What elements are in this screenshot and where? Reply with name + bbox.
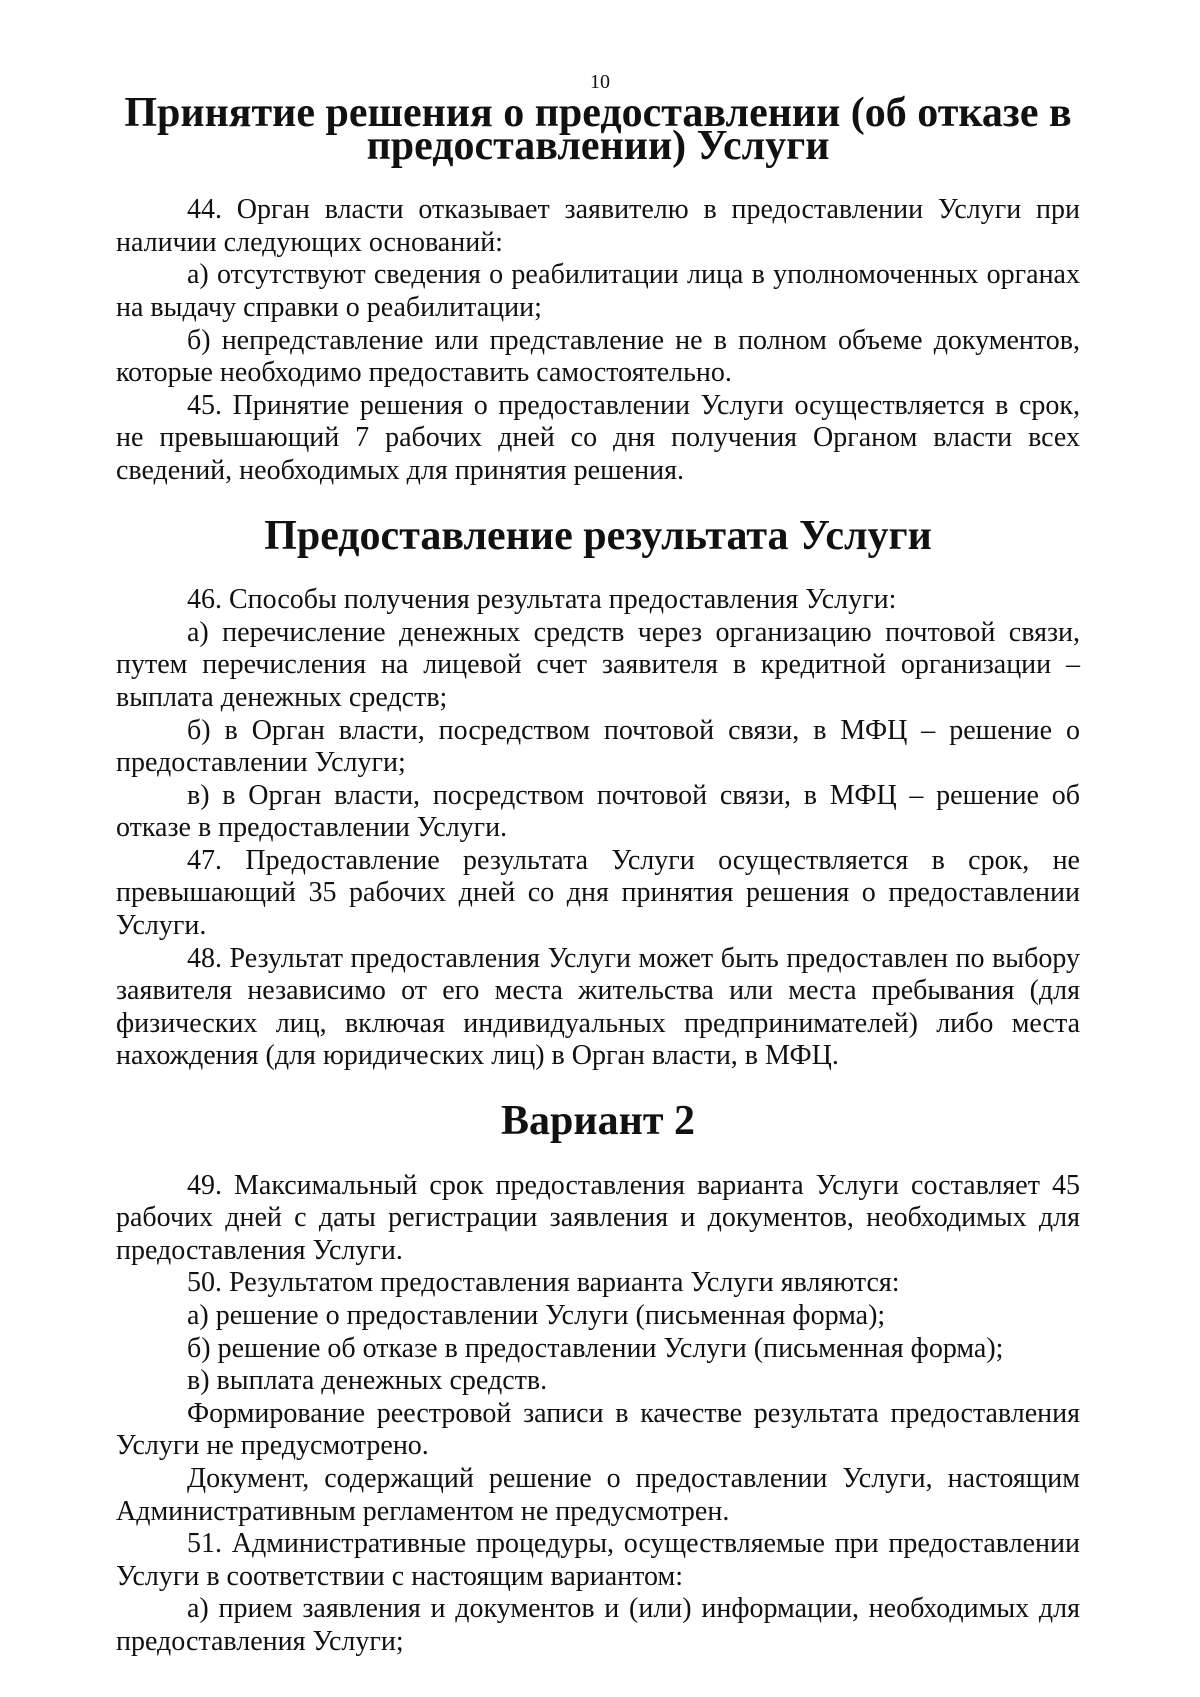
paragraph: б) непредставление или представление не в полном объеме документов, которые необходимо предоставить самостоятельно. [116, 324, 1080, 389]
paragraph: 45. Принятие решения о предоставлении Услуги осуществляется в срок, не превышающий 7 рабочих дней со дня получения Органом власти всех сведений, необходимых для принятия решения. [116, 389, 1080, 486]
paragraph: 44. Орган власти отказывает заявителю в предоставлении Услуги при наличии следующих оснований: [116, 194, 1080, 258]
paragraph: Формирование реестровой записи в качестве результата предоставления Услуги не предусмотрено. [116, 1397, 1080, 1462]
paragraph: 50. Результатом предоставления варианта Услуги являются: [187, 1267, 900, 1299]
paragraph: 48. Результат предоставления Услуги может быть предоставлен по выбору заявителя независимо от его места жительства или места пребывания (для физических лиц, включая индивидуальных предпринимателей) либо места нахождения (для юридических лиц) в Орган власти, в МФЦ. [116, 942, 1080, 1072]
paragraph: б) в Орган власти, посредством почтовой связи, в МФЦ – решение о предоставлении Услуги; [116, 714, 1080, 779]
paragraph: 49. Максимальный срок предоставления варианта Услуги составляет 45 рабочих дней с даты регистрации заявления и документов, необходимых для предоставления Услуги. [116, 1169, 1080, 1266]
document-body [116, 90, 1080, 1659]
paragraph: а) решение о предоставлении Услуги (письменная форма); [187, 1300, 886, 1331]
paragraph: а) прием заявления и документов и (или) информации, необходимых для предоставления Услуги; [116, 1593, 1080, 1657]
section-result [116, 512, 1080, 1074]
paragraph: в) выплата денежных средств. [187, 1365, 548, 1397]
page-number: 10 [590, 71, 610, 93]
paragraph: 46. Способы получения результата предоставления Услуги: [187, 584, 897, 616]
paragraph: а) отсутствуют сведения о реабилитации лица в уполномоченных органах на выдачу справки о реабилитации; [116, 259, 1080, 323]
section-variant-2 [116, 1098, 1080, 1659]
section-heading: Вариант 2 [501, 1098, 695, 1145]
section-heading: Принятие решения о предоставлении (об отказе в предоставлении) Услуги [124, 90, 1072, 169]
paragraph: 47. Предоставление результата Услуги осуществляется в срок, не превышающий 35 рабочих дней со дня принятия решения о предоставлении Услуги. [116, 844, 1080, 942]
paragraph: 51. Административные процедуры, осуществляемые при предоставлении Услуги в соответствии с настоящим вариантом: [116, 1528, 1080, 1592]
section-decision [116, 90, 1080, 488]
paragraph: в) в Орган власти, посредством почтовой связи, в МФЦ – решение об отказе в предоставлении Услуги. [116, 779, 1080, 844]
paragraph: б) решение об отказе в предоставлении Услуги (письменная форма); [187, 1332, 1004, 1364]
paragraph: а) перечисление денежных средств через организацию почтовой связи, путем перечисления на лицевой счет заявителя в кредитной организации – выплата денежных средств; [116, 616, 1080, 713]
section-heading: Предоставление результата Услуги [264, 512, 932, 559]
paragraph: Документ, содержащий решение о предоставлении Услуги, настоящим Административным регламентом не предусмотрен. [116, 1462, 1080, 1527]
